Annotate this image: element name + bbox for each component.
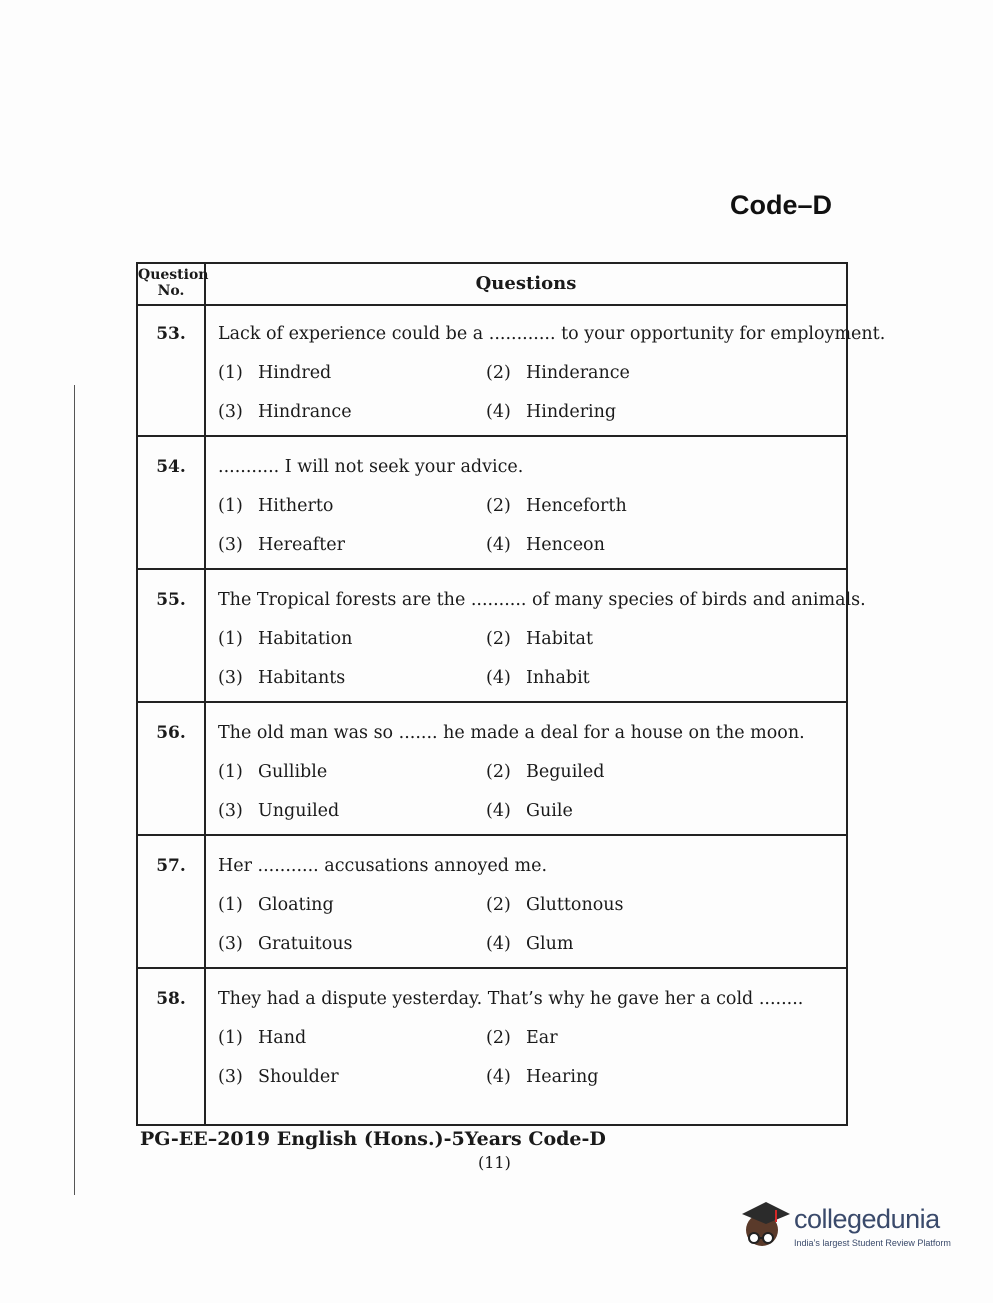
option-text: Henceforth [526,496,627,516]
option-text: Hand [258,1028,307,1048]
option-text: Unguiled [258,801,340,821]
logo-tagline: India’s largest Student Review Platform [794,1238,951,1248]
option [218,629,352,649]
option [218,895,334,915]
option [218,762,327,782]
question-number: 53. [156,324,186,344]
question-row [138,304,886,437]
question-row [138,836,846,969]
collegedunia-logo [736,1196,966,1256]
option-text: Hereafter [258,535,346,555]
question-number: 54. [156,457,186,477]
question-text: They had a dispute yesterday. That’s why he gave her a cold ........ [218,989,804,1009]
option-number: (2) [486,629,511,649]
option-number: (3) [218,402,243,422]
question-row [138,570,866,703]
option-number: (2) [486,1028,511,1048]
option [486,1067,599,1087]
option-text: Habitat [526,629,593,649]
option [486,762,604,782]
option-number: (4) [486,668,511,688]
option-text: Gratuitous [258,934,353,954]
option-number: (4) [486,402,511,422]
question-row [138,703,846,836]
question-text: The Tropical forests are the .......... of many species of birds and animals. [218,590,866,610]
logo-name: collegedunia [794,1204,940,1234]
option [218,801,339,821]
option-number: (2) [486,895,511,915]
option-text: Gullible [258,762,328,782]
option [218,1067,339,1087]
option-text: Ear [526,1028,558,1048]
option [218,1028,306,1048]
option-number: (1) [218,895,243,915]
option-text: Habitation [258,629,353,649]
option [486,496,627,516]
question-text: The old man was so ....... he made a deal for a house on the moon. [218,723,805,743]
question-number: 58. [156,989,186,1009]
header-question-no: Question No. [138,267,209,299]
option [218,668,345,688]
option-number: (1) [218,629,243,649]
table-header [138,264,846,306]
option [486,363,630,383]
question-number: 55. [156,590,186,610]
option-number: (2) [486,762,511,782]
option-text: Guile [526,801,573,821]
option-text: Hinderance [526,363,630,383]
question-number: 57. [156,856,186,876]
option [218,496,333,516]
option-text: Shoulder [258,1067,339,1087]
graduate-mascot-icon [736,1196,792,1254]
option-text: Hindering [526,402,617,422]
option-text: Hitherto [258,496,334,516]
question-text: ........... I will not seek your advice. [218,457,524,477]
option-number: (1) [218,363,243,383]
option-text: Henceon [526,535,605,555]
option-text: Hindrance [258,402,352,422]
option [486,934,573,954]
question-text: Her ........... accusations annoyed me. [218,856,548,876]
option [218,934,353,954]
option-number: (3) [218,1067,243,1087]
option-number: (2) [486,363,511,383]
question-row [138,969,846,1124]
option-number: (4) [486,535,511,555]
option-text: Habitants [258,668,346,688]
header-questions: Questions [475,273,577,294]
option [486,1028,558,1048]
option [486,402,616,422]
option-number: (1) [218,762,243,782]
option-number: (3) [218,535,243,555]
option-text: Gluttonous [526,895,624,915]
option-number: (1) [218,496,243,516]
option-number: (4) [486,1067,511,1087]
option [218,363,331,383]
question-table [136,262,886,1126]
option-text: Beguiled [526,762,605,782]
option-number: (1) [218,1028,243,1048]
option [486,801,573,821]
page-number: (11) [478,1153,511,1172]
option-number: (3) [218,668,243,688]
option-text: Hearing [526,1067,599,1087]
option-number: (2) [486,496,511,516]
option [486,895,624,915]
question-text: Lack of experience could be a ............ to your opportunity for employment. [218,324,886,344]
question-row [138,437,846,570]
option [486,668,590,688]
code-label: Code–D [730,190,833,220]
option-number: (3) [218,801,243,821]
option [486,629,593,649]
option-number: (4) [486,934,511,954]
option-text: Inhabit [526,668,590,688]
option-number: (3) [218,934,243,954]
footer-title: PG-EE–2019 English (Hons.)-5Years Code-D [140,1128,606,1150]
option [486,535,605,555]
option-text: Gloating [258,895,334,915]
option [218,402,352,422]
option-text: Glum [526,934,574,954]
option-text: Hindred [258,363,332,383]
option [218,535,345,555]
question-number: 56. [156,723,186,743]
option-number: (4) [486,801,511,821]
margin-line [74,385,75,1195]
